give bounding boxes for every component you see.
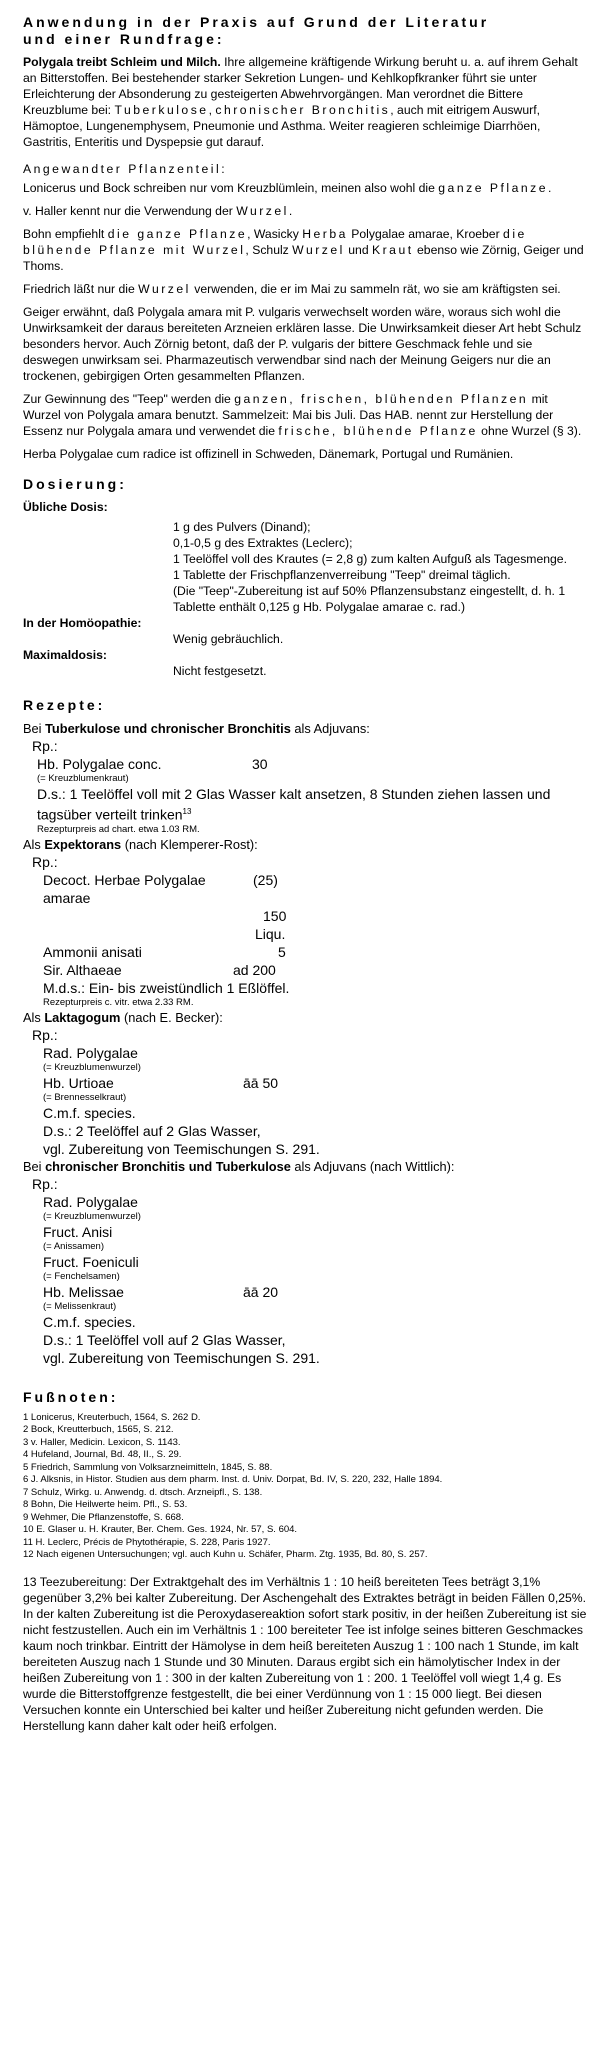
spaced-text: chronischer Bronchitis [215, 103, 391, 117]
section-title-rezepte: Rezepte: [23, 697, 106, 713]
ingredient-note: (= Kreuzblumenkraut) [37, 773, 129, 784]
recipe-cmf: C.m.f. species. [43, 1104, 136, 1121]
spaced-text: ganzen, frischen, blühenden Pflanzen [234, 392, 529, 406]
dosage-line: 1 g des Pulvers (Dinand); [173, 520, 311, 534]
footnote: 7 Schulz, Wirkg. u. Anwendg. d. dtsch. Arzneipfl., S. 138. [23, 1486, 263, 1498]
footnote: 6 J. Alksnis, in Histor. Studien aus dem pharm. Inst. d. Univ. Dorpat, Bd. IV, S. 220, 232, Halle 1894. [23, 1474, 443, 1486]
ingredient: Fruct. Foeniculi [43, 1253, 139, 1270]
subtitle-pflanzenteil: Angewandter Pflanzenteil: [23, 162, 228, 176]
spaced-text: frische, blühende Pflanze [278, 424, 478, 438]
recipe-vgl: vgl. Zubereitung von Teemischungen S. 291. [43, 1349, 320, 1366]
ingredient: Sir. Althaeae [43, 961, 122, 978]
rp-label: Rp.: [32, 853, 58, 870]
quantity: āā 20 [243, 1283, 279, 1300]
dosage-line: 1 Tablette der Frischpflanzenverreibung "Teep" dreimal täglich. [173, 568, 511, 582]
spaced-text: Herba [302, 227, 348, 241]
text: Polygalae amarae, Kroeber [347, 227, 504, 241]
ingredient-note: (= Kreuzblumenwurzel) [43, 1210, 141, 1222]
spaced-text: Wurzel [138, 282, 191, 296]
dosage-label-max: Maximaldosis: [23, 648, 107, 662]
recipe-4-intro [23, 1158, 588, 1175]
dosage-usual-list [23, 519, 588, 615]
spaced-text: die ganze Pflanze [107, 227, 248, 241]
ingredient: Hb. Urtioae [43, 1074, 114, 1091]
text: als Adjuvans (nach Wittlich): [290, 1158, 455, 1174]
footnote: 10 E. Glaser u. H. Krauter, Ber. Chem. Ges. 1924, Nr. 57, S. 604. [23, 1524, 298, 1536]
pflanzenteil-p2 [23, 203, 588, 219]
rp-label: Rp.: [32, 1175, 58, 1192]
text: Als [23, 836, 45, 852]
text: verwenden, die er im Mai zu sammeln rät, wo sie am kräftigsten sei. [190, 282, 561, 296]
text: Bei [23, 1158, 46, 1174]
pflanzenteil-p5: Geiger erwähnt, daß Polygala amara mit P. vulgaris verwechselt worden wäre, woraus sich wohl die Unwirksamkeit der daraus bereiteten Arzneien erklären lasse. Die Unwirksamkeit dieser Art hebt Schulz besonders hervor. Auch Zörnig betont, daß der P. vulgaris der bittere Geschmack fehle und sie deswegen unwirksam sei. Pharmazeutisch verwendbar sind nach der Meinung Geigers nur die an trockenen, gebirgigen Orten gesammelten Pflanzen. [23, 305, 582, 383]
text: Ihre allgemeine kräftigende Wirkung beruht u. a. auf ihrem Gehalt an Bitterstoffen. Bei bestehender starker Sekretion Lungen- und Kehlkopfkranker führt sie unter Erleichterung der Absonderung zu gesteigerten Abwehrvorgängen. Man verordnet die Bittere Kreuzblume bei: [23, 55, 578, 117]
quantity: Liqu. [255, 925, 286, 942]
text: als Adjuvans: [290, 721, 370, 736]
ingredient-note: (= Fenchelsamen) [43, 1270, 120, 1282]
spaced-text: Tuberkulose [114, 103, 209, 117]
recipe-ds: D.s.: 2 Teelöffel auf 2 Glas Wasser, [43, 1122, 261, 1139]
bold-text: chronischer Bronchitis und Tuberkulose [45, 1158, 291, 1174]
ingredient-note: (= Anissamen) [43, 1240, 104, 1252]
text: ebenso wie Zörnig, Geiger und Thoms. [23, 243, 584, 273]
quantity: 5 [278, 943, 286, 960]
footnote: 12 Nach eigenen Untersuchungen; vgl. auch Kuhn u. Schäfer, Pharm. Ztg. 1935, Bd. 80, S. 257. [23, 1549, 428, 1561]
ingredient: Decoct. Herbae Polygalae amarae [43, 871, 206, 906]
recipe-3-intro [23, 1009, 588, 1026]
text: Friedrich läßt nur die [23, 282, 139, 296]
recipe-price: Rezepturpreis ad chart. etwa 1.03 RM. [37, 823, 200, 835]
text: Bei [23, 721, 46, 736]
quantity: 150 [263, 907, 287, 924]
text: , Schulz [245, 243, 293, 257]
quantity: 30 [252, 756, 268, 772]
recipe-1-intro [23, 720, 588, 737]
dosage-line: 0,1-0,5 g des Extraktes (Leclerc); [173, 536, 353, 550]
text: . [288, 204, 293, 218]
text: und [344, 243, 372, 257]
recipe-2-ingredients [23, 871, 588, 1009]
ingredient: Hb. Melissae [43, 1283, 124, 1300]
text: Als [23, 1009, 45, 1025]
footnote: 11 H. Leclerc, Précis de Phytothérapie, S. 228, Paris 1927. [23, 1536, 271, 1548]
title-line-1: Anwendung in der Praxis auf Grund der Literatur [23, 14, 490, 30]
title-line-2: und einer Rundfrage: [23, 31, 225, 47]
text: Lonicerus und Bock schreiben nur vom Kreuzblümlein, meinen also wohl die [23, 181, 439, 195]
text: Bohn empfiehlt [23, 227, 108, 241]
section-title-anwendung [23, 14, 588, 48]
bold-text: Tuberkulose und chronischer Bronchitis [45, 721, 291, 736]
ingredient: Ammonii anisati [43, 943, 142, 960]
section-title-fussnoten: Fußnoten: [23, 1388, 119, 1405]
anwendung-paragraph [23, 54, 588, 150]
recipe-vgl: vgl. Zubereitung von Teemischungen S. 291. [43, 1140, 320, 1157]
text: Zur Gewinnung des "Teep" werden die [23, 392, 235, 406]
recipe-2-intro [23, 836, 588, 853]
footnote-ref: 13 [182, 807, 192, 816]
dosage-max-value: Nicht festgesetzt. [173, 664, 267, 678]
footnote: 5 Friedrich, Sammlung von Volksarzneimitteln, 1845, S. 88. [23, 1461, 273, 1473]
text: (nach Klemperer-Rost): [121, 836, 258, 852]
spaced-text: die blühende Pflanze mit Wurzel [23, 227, 527, 257]
recipe-3-ingredients [23, 1044, 588, 1158]
spaced-text: Kraut [371, 243, 414, 257]
footnote-list [23, 1412, 588, 1562]
ingredient: Fruct. Anisi [43, 1223, 113, 1240]
section-title-dosierung: Dosierung: [23, 476, 127, 492]
recipe-1-ds [37, 785, 588, 824]
text: . [548, 181, 552, 195]
recipe-ds: D.s.: 1 Teelöffel voll auf 2 Glas Wasser, [43, 1331, 286, 1348]
ingredient: Rad. Polygalae [43, 1193, 138, 1210]
pflanzenteil-p3 [23, 226, 588, 274]
ingredient: Rad. Polygalae [43, 1044, 138, 1061]
spaced-text: Wurzel [236, 204, 289, 218]
text: D.s.: 1 Teelöffel voll mit 2 Glas Wasser kalt ansetzen, 8 Stunden ziehen lassen und tagsüber verteilt trinken [37, 786, 551, 823]
ingredient-note: (= Melissenkraut) [43, 1300, 117, 1312]
text: , [208, 103, 216, 117]
rp-label: Rp.: [32, 1026, 58, 1043]
bold-text: Laktagogum [44, 1009, 121, 1025]
footnote: 4 Hufeland, Journal, Bd. 48, II., S. 29. [23, 1449, 182, 1461]
ingredient-note: (= Brennesselkraut) [43, 1091, 127, 1103]
dosage-line: (Die "Teep"-Zubereitung ist auf 50% Pflanzensubstanz eingestellt, d. h. 1 Tablette enthält 0,125 g Hb. Polygalae amarae c. rad.) [173, 584, 566, 614]
spaced-text: ganze Pflanze [438, 181, 549, 195]
footnote: 9 Wehmer, Die Pflanzenstoffe, S. 668. [23, 1511, 184, 1523]
rp-label: Rp.: [32, 738, 58, 754]
footnote: 8 Bohn, Die Heilwerte heim. Pfl., S. 53. [23, 1499, 188, 1511]
footnote-13: 13 Teezubereitung: Der Extraktgehalt des im Verhältnis 1 : 10 heiß bereiteten Tees beträgt 3,1% gegenüber 3,2% bei kalter Zubereitung. Der Aschengehalt des Extraktes beträgt in beiden Fällen 0,25%. In der kalten Zubereitung ist die Peroxydasereaktion sofort stark positiv, in der heißen Zubereitung ist sie nicht festzustellen. Auch ein im Verhältnis 1 : 100 bereiteter Tee ist infolge seines bitteren Geschmackes kaum noch trinkbar. Eintritt der Hämolyse in dem heiß bereiteten Auszug 1 : 100 nach 1 Stunde, im kalt bereiteten Auszug nach 1 Stunde und 30 Minuten. Daraus ergibt sich ein hämolytischer Index in der heißen Zubereitung von 1 : 300 in der kalten Zubereitung von 1 : 200. 1 Teelöffel voll wiegt 1,4 g. Es wurde die Bitterstoffgrenze festgestellt, die bei einer Verdünnung von 1 : 15 000 liegt. Bei diesen Versuchen konnte ein Unterschied bei kalter und heißer Zubereitung nicht gefunden werden. Die Herstellung kann daher kalt oder heiß erfolgen. [23, 1574, 587, 1733]
recipe-price: Rezepturpreis c. vitr. etwa 2.33 RM. [43, 996, 194, 1008]
recipe-cmf: C.m.f. species. [43, 1313, 136, 1330]
footnote: 3 v. Haller, Medicin. Lexicon, S. 1143. [23, 1436, 181, 1448]
pflanzenteil-p1 [23, 180, 588, 196]
quantity: (25) [253, 871, 278, 888]
text: (nach E. Becker): [120, 1009, 223, 1025]
text: v. Haller kennt nur die Verwendung der [23, 204, 237, 218]
recipe-1-ingredients [23, 755, 588, 836]
pflanzenteil-p4 [23, 281, 588, 297]
bold-lead: Polygala treibt Schleim und Milch. [23, 55, 221, 69]
quantity: āā 50 [243, 1074, 279, 1091]
text: mit Wurzel von Polygala amara benutzt. Sammelzeit: Mai bis Juli. Das HAB. nennt zur Herstellung der Essenz nur Polygala amara und verwendet die [23, 392, 554, 438]
recipes [23, 720, 588, 1367]
footnote: 2 Bock, Kreutterbuch, 1565, S. 212. [23, 1424, 174, 1436]
pflanzenteil-p7: Herba Polygalae cum radice ist offizinell in Schweden, Dänemark, Portugal und Rumänien. [23, 447, 514, 461]
document-page [23, 0, 588, 1734]
recipe-4-ingredients [23, 1193, 588, 1367]
spaced-text: Wurzel [292, 243, 345, 257]
footnote: 1 Lonicerus, Kreuterbuch, 1564, S. 262 D. [23, 1411, 201, 1423]
quantity: ad 200 [233, 961, 276, 978]
pflanzenteil-p6 [23, 391, 588, 439]
ingredient-note: (= Kreuzblumenwurzel) [43, 1061, 141, 1073]
text: , Wasicky [247, 227, 303, 241]
ingredient: Hb. Polygalae conc. [37, 756, 162, 772]
dosage-label-homoeopathy: In der Homöopathie: [23, 616, 142, 630]
dosage-label-usual: Übliche Dosis: [23, 500, 108, 514]
bold-text: Expektorans [44, 836, 122, 852]
dosage-homoeopathy-value: Wenig gebräuchlich. [173, 632, 284, 646]
recipe-2-mds: M.d.s.: Ein- bis zweistündlich 1 Eßlöffel. [43, 979, 290, 996]
text: ohne Wurzel (§ 3). [477, 424, 582, 438]
text: , auch mit eitrigem Auswurf, Hämoptoe, Lungenemphysem, Pneumonie und Asthma. Weiter reagieren schleimige Diarrhöen, Gastritis, Enteritis und Dyspepsie gut darauf. [23, 103, 541, 149]
dosage-line: 1 Teelöffel voll des Krautes (= 2,8 g) zum kalten Aufguß als Tagesmenge. [173, 552, 567, 566]
